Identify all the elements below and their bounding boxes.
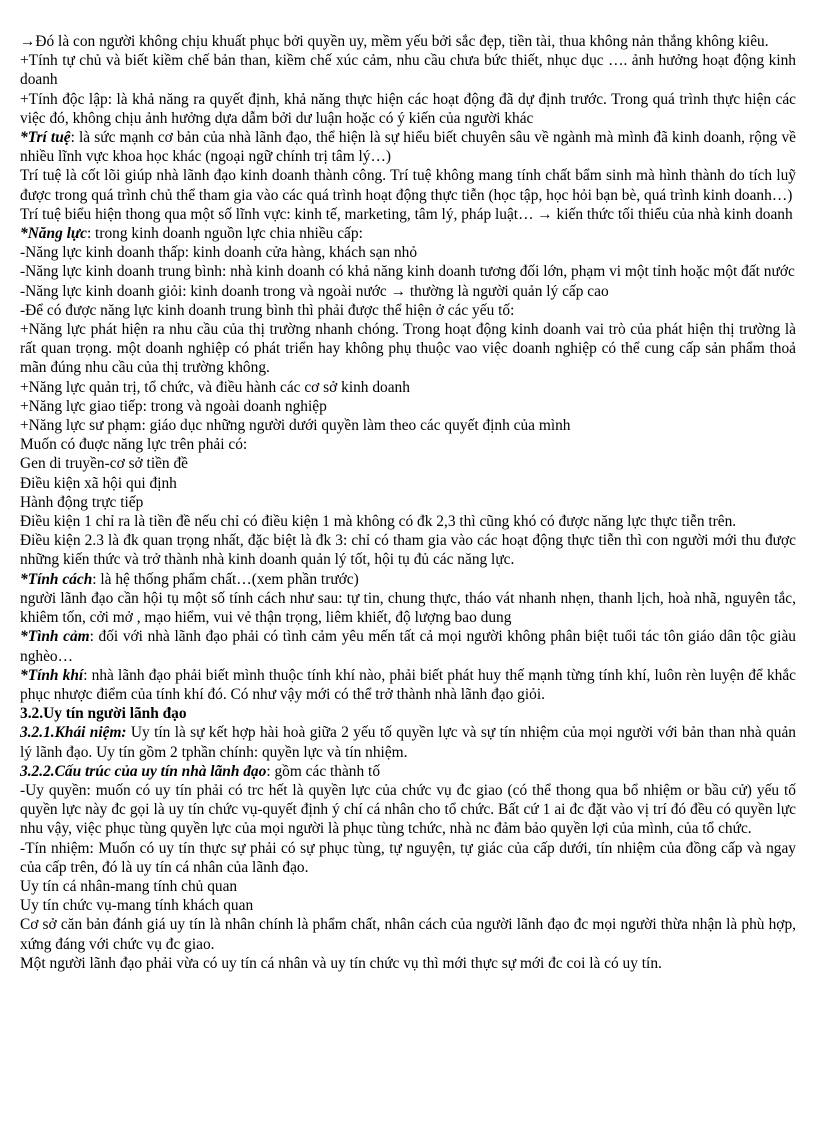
term-label: *Tính khí bbox=[20, 666, 84, 684]
paragraph: -Năng lực kinh doanh thấp: kinh doanh cửa hàng, khách sạn nhỏ bbox=[20, 244, 418, 262]
term-label: *Tình cảm bbox=[20, 628, 90, 646]
paragraph: +Năng lực giao tiếp: trong và ngoài doanh nghiệp bbox=[20, 397, 327, 415]
paragraph: Uy tín cá nhân-mang tính chủ quan bbox=[20, 877, 238, 895]
paragraph: Trí tuệ biểu hiện thong qua một số lĩnh vực: kinh tế, marketing, tâm lý, pháp luật… → kiến thức tối thiểu của nhà kinh doanh bbox=[20, 205, 793, 223]
paragraph: Một người lãnh đạo phải vừa có uy tín cá nhân và uy tín chức vụ thì mới thực sự mới đc coi là có uy tín. bbox=[20, 954, 662, 972]
term-label: *Tính cách bbox=[20, 570, 93, 588]
paragraph: +Tính tự chủ và biết kiềm chế bản than, kiềm chế xúc cảm, nhu cầu chưa bức thiết, nhục dục …. ảnh hưởng hoạt động kinh doanh bbox=[20, 52, 796, 89]
paragraph: -Năng lực kinh doanh trung bình: nhà kinh doanh có khả năng kinh doanh tương đối lớn, phạm vi một tỉnh hoặc một đất nước bbox=[20, 263, 795, 281]
paragraph: Điều kiện xã hội qui định bbox=[20, 474, 177, 492]
paragraph: -Năng lực kinh doanh giỏi: kinh doanh trong và ngoài nước → thường là người quản lý cấp cao bbox=[20, 282, 609, 300]
paragraph: -Để có được năng lực kinh doanh trung bình thì phải được thể hiện ở các yếu tố: bbox=[20, 301, 515, 319]
paragraph: *Năng lực: trong kinh doanh nguồn lực chia nhiều cấp: bbox=[20, 225, 363, 243]
paragraph: →Đó là con người không chịu khuất phục bởi quyền uy, mềm yếu bởi sắc đẹp, tiền tài, thua không nản thắng không kiêu. bbox=[20, 33, 769, 50]
paragraph: -Tín nhiệm: Muốn có uy tín thực sự phải có sự phục tùng, tự nguyện, tự giác của cấp dưới, tín nhiệm của đồng cấp và ngay của cấp trên, đó là uy tín cá nhân của lãnh đạo. bbox=[20, 839, 796, 876]
paragraph: Muốn có đuợc năng lực trên phải có: bbox=[20, 436, 248, 454]
paragraph: Trí tuệ là cốt lõi giúp nhà lãnh đạo kinh doanh thành công. Trí tuệ không mang tính chất bẩm sinh mà hình thành do tích luỹ được trong quá trình chủ thể tham gia vào các quá trình hoạt động thực tiễn (học tập, học hỏi bạn bè, quá trình kinh doanh…) bbox=[20, 167, 796, 204]
section-heading: 3.2.Uy tín người lãnh đạo bbox=[20, 705, 187, 723]
paragraph: Điều kiện 2.3 là đk quan trọng nhất, đặc biệt là đk 3: chỉ có tham gia vào các hoạt động thực tiễn thì con người mới thu được những kiến thức và trở thành nhà kinh doanh quản lý tốt, hội tụ đủ các năng lực. bbox=[20, 532, 796, 569]
paragraph: +Tính độc lập: là khả năng ra quyết định, khả năng thực hiện các hoạt động đã dự định trước. Trong quá trình thực hiện các việc đó, không chịu ảnh hưởng dựa dẫm bởi dư luận hoặc có ý kiến của người khác bbox=[20, 90, 796, 127]
term-label: *Năng lực bbox=[20, 225, 87, 243]
paragraph: Uy tín chức vụ-mang tính khách quan bbox=[20, 897, 254, 915]
paragraph: *Trí tuệ: là sức mạnh cơ bản của nhà lãnh đạo, thể hiện là sự hiểu biết chuyên sâu về ngành mà mình đã kinh doanh, rộng về nhiều lĩnh vực khoa học khác (ngoại ngữ chính trị tâm lý…) bbox=[20, 129, 796, 166]
term-label: *Trí tuệ bbox=[20, 129, 71, 147]
document-page bbox=[20, 32, 796, 973]
subsection-heading: 3.2.2.Cấu trúc của uy tín nhà lãnh đạo bbox=[20, 762, 267, 780]
subsection-heading: 3.2.1.Khái niệm: bbox=[20, 724, 127, 742]
paragraph: Cơ sở căn bản đánh giá uy tín là nhân chính là phẩm chất, nhân cách của người lãnh đạo đc mọi người thừa nhận là phù hợp, xứng đáng với chức vụ đc giao. bbox=[20, 916, 796, 953]
paragraph: *Tính khí: nhà lãnh đạo phải biết mình thuộc tính khí nào, phải biết phát huy thế mạnh từng tính khí, luôn rèn luyện để khắc phục nhược điểm của tính khí đó. Có như vậy mới có thể trở thành nhà lãnh đạo giỏi. bbox=[20, 666, 796, 703]
paragraph: *Tình cảm: đối với nhà lãnh đạo phải có tình cảm yêu mến tất cả mọi người không phân biệt tuổi tác tôn giáo dân tộc giàu nghèo… bbox=[20, 628, 796, 665]
paragraph: người lãnh đạo cần hội tụ một số tính cách như sau: tự tin, chung thực, tháo vát nhanh nhẹn, thanh lịch, hoà nhã, nguyên tắc, khiêm tốn, cởi mở , mạo hiểm, vui vẻ thận trọng, liêm khiết, độ lượng bao dung bbox=[20, 589, 796, 627]
paragraph: +Năng lực phát hiện ra nhu cầu của thị trường nhanh chóng. Trong hoạt động kinh doanh vai trò của phát hiện thị trường là rất quan trọng. một doanh nghiệp có phát triển hay không phụ thuộc vao việc doanh nghiệp có thể cung cấp sản phẩm thoả mãn đúng nhu cầu của thị trường không. bbox=[20, 321, 796, 377]
paragraph: 3.2.2.Cấu trúc của uy tín nhà lãnh đạo: gồm các thành tố bbox=[20, 762, 381, 780]
paragraph: *Tính cách: là hệ thống phẩm chất…(xem phần trước) bbox=[20, 570, 359, 588]
paragraph: +Năng lực quản trị, tổ chức, và điều hành các cơ sở kinh doanh bbox=[20, 378, 410, 396]
paragraph: -Uy quyền: muốn có uy tín phải có trc hết là quyền lực của chức vụ đc giao (có thể thong qua bổ nhiệm or bầu cử) yếu tố quyền lực này đc gọi là uy tín chức vụ-quyết định ý chí cá nhân cho tổ chức. Bất cứ 1 ai đc đặt vào vị trí đó đều có quyền lực nhu vậy, việc phục tùng quyền lực của mọi người là phục tùng tchức, nhà nc đảm bảo quyền lợi của mình, của tổ chức. bbox=[20, 781, 796, 838]
paragraph: 3.2.1.Khái niệm: Uy tín là sự kết hợp hài hoà giữa 2 yếu tố quyền lực và sự tín nhiệm của mọi người với bản than nhà quản lý lãnh đạo. Uy tín gồm 2 tphần chính: quyền lực và tín nhiệm. bbox=[20, 724, 796, 761]
paragraph: +Năng lực sư phạm: giáo dục những người dưới quyền làm theo các quyết định của mình bbox=[20, 417, 571, 435]
paragraph: Gen di truyền-cơ sở tiền đề bbox=[20, 455, 188, 473]
paragraph: Điều kiện 1 chỉ ra là tiền đề nếu chỉ có điều kiện 1 mà không có đk 2,3 thì cũng khó có được năng lực thực tiễn trên. bbox=[20, 513, 737, 531]
paragraph: Hành động trực tiếp bbox=[20, 493, 144, 511]
